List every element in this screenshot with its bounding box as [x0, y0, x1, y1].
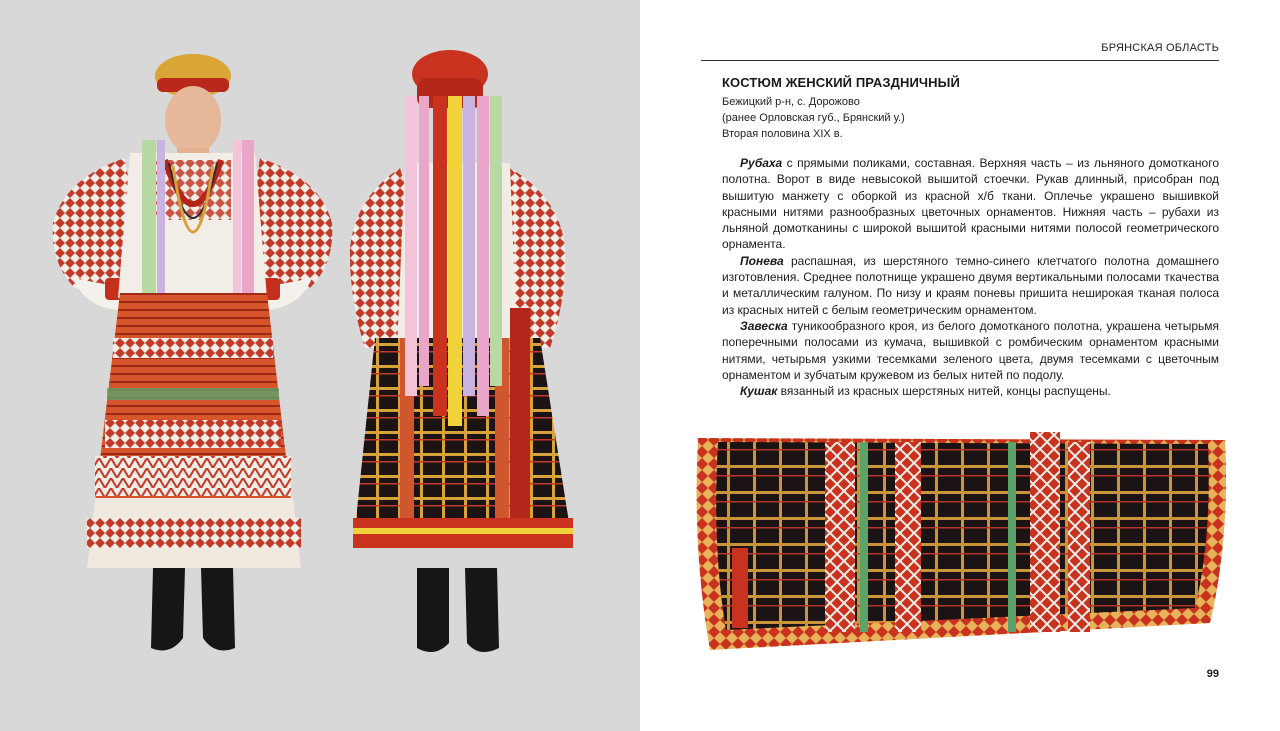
paragraph-kushak	[722, 383, 1219, 399]
subtitle-line: (ранее Орловская губ., Брянский у.)	[722, 112, 905, 124]
subtitle-line: Вторая половина XIX в.	[722, 128, 843, 140]
paragraph-rubakha	[722, 155, 1219, 253]
subtitle-line: Бежицкий р-н, с. Дорожово	[722, 96, 860, 108]
term: Кушак	[740, 384, 778, 399]
page-number: 99	[1206, 668, 1219, 680]
header-rule	[701, 60, 1219, 61]
costume-front-photo	[45, 48, 340, 658]
article-title: КОСТЮМ ЖЕНСКИЙ ПРАЗДНИЧНЫЙ	[722, 75, 960, 90]
article-subtitle	[722, 94, 905, 142]
paragraph-text: туникообразного кроя, из белого домотканого полотна, украшена четырьмя поперечными полосами из кумача, вышивкой с ромбическим орнаментом красными нитями, четырьмя узкими тесемками зеленого цвета, двумя тесемками с цветочным орнаментом и зубчатым кружевом из белых нитей по подолу.	[722, 318, 1219, 382]
poneva-flat-photo	[690, 428, 1230, 663]
paragraph-text: вязанный из красных шерстяных нитей, концы распущены.	[777, 384, 1111, 399]
term: Понева	[740, 253, 784, 268]
term: Завеска	[740, 318, 788, 333]
right-page	[640, 0, 1280, 731]
paragraph-text: распашная, из шерстяного темно-синего клетчатого полотна домашнего изготовления. Среднее полотнище украшено двумя вертикальными полосами ткачества и металлическим галуном. По низу и краям поневы пришита неширокая тканая полоса из красных нитей с белым геометрическим орнаментом.	[722, 253, 1219, 317]
article-body	[722, 155, 1219, 399]
paragraph-poneva	[722, 253, 1219, 318]
region-header: БРЯНСКАЯ ОБЛАСТЬ	[1101, 42, 1219, 54]
paragraph-text: с прямыми поликами, составная. Верхняя часть – из льняного домотканого полотна. Ворот в виде невысокой вышитой стоечки. Рукав длинный, присобран под вышитую манжету с оборкой из красной х/б ткани. Оплечье украшено вышивкой красными нитями разнообразных цветочных орнаментов. Нижняя часть – рубахи из льняной домотканины с широкой вышитой красными нитями полосой геометрического орнамента.	[722, 156, 1219, 252]
costume-back-photo	[345, 48, 585, 658]
paragraph-zaveska	[722, 318, 1219, 383]
term: Рубаха	[740, 156, 783, 170]
